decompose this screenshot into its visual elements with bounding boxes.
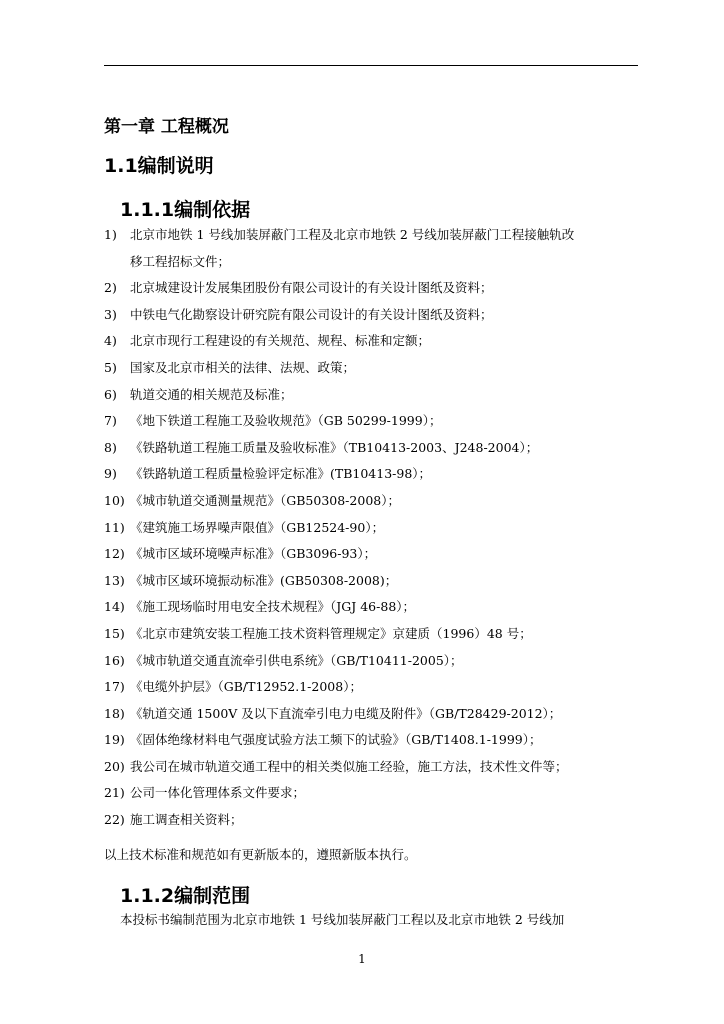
- list-item-text: 轨道交通的相关规范及标准；: [130, 386, 293, 402]
- list-item-text: 《城市轨道交通直流牵引供电系统》（GB/T10411-2005）；: [130, 652, 463, 668]
- list-item: [104, 674, 644, 701]
- list-item-text: 《固体绝缘材料电气强度试验方法工频下的试验》（GB/T1408.1-1999）；: [130, 732, 542, 748]
- list-item: [104, 568, 644, 595]
- list-item: [104, 275, 644, 302]
- list-item-text: 北京市现行工程建设的有关规范、规程、标准和定额；: [130, 333, 431, 349]
- list-item-number: 8): [104, 439, 117, 455]
- list-item: [104, 222, 644, 275]
- list-item-number: 6): [104, 386, 117, 402]
- scope-paragraph: 本投标书编制范围为北京市地铁 1 号线加装屏蔽门工程以及北京市地铁 2 号线加: [120, 912, 565, 927]
- list-item: [104, 621, 644, 648]
- list-item-text: 《轨道交通 1500V 及以下直流牵引电力电缆及附件》（GB/T28429-2012）；: [130, 705, 562, 721]
- list-item-number: 7): [104, 413, 117, 429]
- list-item-text: 《电缆外护层》（GB/T12952.1-2008）；: [130, 679, 362, 695]
- list-item-text: 《铁路轨道工程施工质量及验收标准》（TB10413-2003、J248-2004）；: [130, 439, 539, 455]
- list-item-number: 12): [104, 546, 125, 562]
- list-item-text: 施工调查相关资料；: [130, 812, 243, 828]
- list-item-text: 《城市轨道交通测量规范》（GB50308-2008）；: [130, 492, 400, 508]
- chapter-title: 第一章 工程概况: [104, 117, 229, 137]
- list-item: [104, 515, 644, 542]
- list-item: [104, 408, 644, 435]
- list-item-number: 17): [104, 679, 125, 695]
- list-item-number: 3): [104, 306, 117, 322]
- list-item-number: 22): [104, 812, 125, 828]
- header-rule: [104, 65, 638, 66]
- list-item-number: 20): [104, 758, 125, 774]
- list-item-continuation: 移工程招标文件；: [130, 253, 231, 269]
- list-item-number: 1): [104, 227, 117, 242]
- list-item-number: 21): [104, 785, 125, 801]
- list-item-text: 《建筑施工场界噪声限值》（GB12524-90）；: [130, 519, 385, 535]
- list-item-text: 《施工现场临时用电安全技术规程》（JGJ 46-88）；: [130, 599, 416, 615]
- list-item: [104, 780, 644, 807]
- list-item-number: 4): [104, 333, 117, 349]
- basis-list: [104, 222, 644, 834]
- list-item-number: 19): [104, 732, 125, 748]
- list-item-text: 北京城建设计发展集团股份有限公司设计的有关设计图纸及资料；: [130, 280, 493, 296]
- list-item-text: 中铁电气化勘察设计研究院有限公司设计的有关设计图纸及资料；: [130, 306, 493, 322]
- list-item: [104, 594, 644, 621]
- list-item-text: 《地下铁道工程施工及验收规范》（GB 50299-1999）；: [130, 413, 442, 429]
- list-item: [104, 754, 644, 781]
- list-item-text: 《铁路轨道工程质量检验评定标准》(TB10413-98）；: [130, 466, 432, 482]
- list-item: [104, 727, 644, 754]
- list-item-number: 10): [104, 492, 125, 508]
- list-item: [104, 355, 644, 382]
- list-item-text: 北京市地铁 1 号线加装屏蔽门工程及北京市地铁 2 号线加装屏蔽门工程接触轨改: [130, 227, 575, 242]
- list-item-number: 15): [104, 625, 125, 641]
- list-item-number: 5): [104, 359, 117, 375]
- list-item-text: 《城市区域环境噪声标准》（GB3096-93）；: [130, 546, 377, 562]
- list-item-number: 14): [104, 599, 125, 615]
- list-item-number: 2): [104, 280, 117, 296]
- subsection-title-basis: 1.1.1编制依据: [120, 199, 251, 221]
- list-item-text: 《北京市建筑安装工程施工技术资料管理规定》京建质（1996）48 号；: [130, 625, 532, 641]
- list-item: [104, 382, 644, 409]
- list-item: [104, 302, 644, 329]
- list-item-number: 13): [104, 572, 125, 588]
- list-item-text: 公司一体化管理体系文件要求；: [130, 785, 306, 801]
- list-item: [104, 328, 644, 355]
- list-item-text: 我公司在城市轨道交通工程中的相关类似施工经验，施工方法，技术性文件等；: [130, 758, 568, 774]
- list-item: [104, 807, 644, 834]
- list-item: [104, 488, 644, 515]
- list-item-text: 《城市区域环境振动标准》(GB50308-2008)；: [130, 572, 398, 588]
- basis-note: 以上技术标准和规范如有更新版本的，遵照新版本执行。: [104, 847, 417, 862]
- list-item: [104, 435, 644, 462]
- list-item-number: 9): [104, 466, 117, 482]
- list-item-number: 18): [104, 705, 125, 721]
- subsection-title-scope: 1.1.2编制范围: [120, 885, 251, 907]
- list-item: [104, 461, 644, 488]
- page-number: 1: [358, 952, 366, 966]
- list-item: [104, 701, 644, 728]
- list-item: [104, 541, 644, 568]
- list-item-number: 16): [104, 652, 125, 668]
- section-title: 1.1编制说明: [104, 155, 214, 177]
- list-item: [104, 648, 644, 675]
- list-item-text: 国家及北京市相关的法律、法规、政策；: [130, 359, 356, 375]
- list-item-number: 11): [104, 519, 125, 535]
